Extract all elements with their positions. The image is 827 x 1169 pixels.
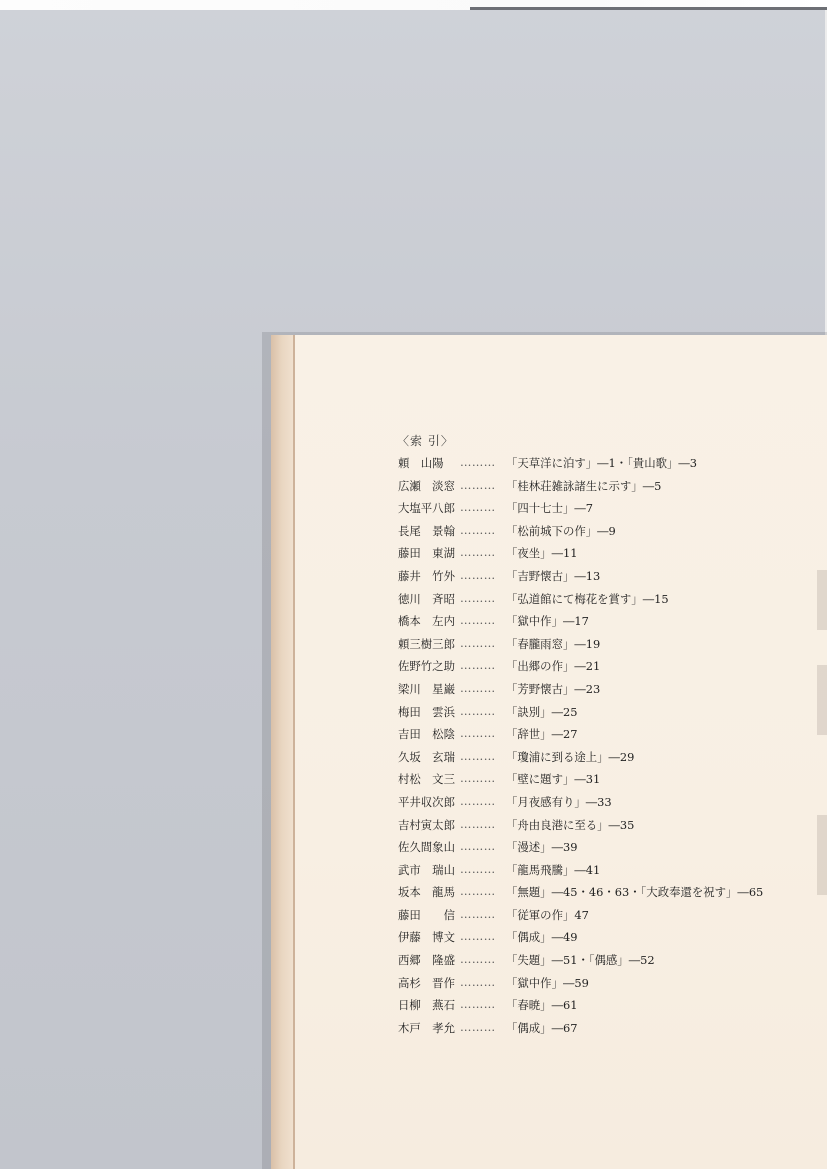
poet-name: 梅田 雲浜 (398, 704, 455, 719)
poem-titles-pages: 「弘道館にて梅花を賞す」―15 (506, 591, 669, 606)
book-page-edge (271, 335, 295, 1169)
dot-leader: ……… (460, 1019, 496, 1034)
poem-titles-pages: 「月夜感有り」―33 (506, 794, 612, 809)
poet-name: 徳川 斉昭 (398, 591, 455, 606)
poet-name: 木戸 孝允 (398, 1020, 455, 1035)
poem-titles-pages: 「偶成」―67 (506, 1020, 578, 1035)
poet-name: 吉村寅太郎 (398, 817, 455, 832)
dot-leader: ……… (460, 500, 496, 515)
dot-leader: ……… (460, 680, 496, 695)
poem-titles-pages: 「天草洋に泊す」―1・「貴山歌」―3 (506, 456, 698, 470)
poet-name: 藤田 信 (398, 907, 455, 922)
dot-leader: ……… (460, 929, 496, 944)
dot-leader: ……… (460, 906, 496, 921)
poem-titles-pages: 「壁に題す」―31 (506, 772, 601, 787)
poem-titles-pages: 「舟由良港に至る」―35 (506, 817, 635, 832)
poem-titles-pages: 「夜坐」―11 (506, 546, 578, 561)
poem-titles-pages: 「芳野懐古」―23 (506, 681, 601, 696)
dot-leader: ……… (460, 816, 496, 831)
poet-name: 藤井 竹外 (398, 568, 455, 583)
poet-name: 平井収次郎 (398, 794, 455, 809)
dot-leader: ……… (460, 455, 496, 469)
poem-titles-pages: 「獄中作」―59 (506, 975, 589, 990)
dot-leader: ……… (460, 522, 496, 537)
poet-name: 高杉 晋作 (398, 975, 455, 990)
poet-name: 頼三樹三郎 (398, 636, 455, 651)
index-header: 〈索 引〉 (397, 434, 454, 448)
poet-name: 長尾 景翰 (398, 523, 455, 538)
poet-name: 伊藤 博文 (398, 930, 455, 945)
dot-leader: ……… (460, 726, 496, 741)
dot-leader: ……… (460, 477, 496, 492)
dot-leader: ……… (460, 703, 496, 718)
poet-name: 村松 文三 (398, 772, 455, 787)
poet-name: 広瀬 淡窓 (398, 478, 455, 493)
poem-titles-pages: 「辞世」―27 (506, 727, 578, 742)
poem-titles-pages: 「松前城下の作」―9 (506, 523, 616, 538)
poem-titles-pages: 「無題」―45・46・63・「大政奉還を祝す」―65 (506, 885, 764, 900)
show-through-mark (817, 665, 827, 735)
dot-leader: ……… (460, 635, 496, 650)
poem-titles-pages: 「獄中作」―17 (506, 614, 589, 629)
dot-leader: ……… (460, 861, 496, 876)
poet-name: 頼 山陽 (398, 456, 444, 470)
poet-name: 武市 瑞山 (398, 862, 455, 877)
show-through-mark (817, 570, 827, 630)
show-through-mark (817, 815, 827, 895)
dot-leader: ……… (460, 997, 496, 1012)
poet-name: 佐野竹之助 (398, 659, 455, 674)
poem-titles-pages: 「龍馬飛騰」―41 (506, 862, 601, 877)
poet-name: 日柳 燕石 (398, 998, 455, 1013)
poem-titles-pages: 「訣別」―25 (506, 704, 578, 719)
dot-leader: ……… (460, 884, 496, 899)
poem-titles-pages: 「従軍の作」47 (506, 907, 589, 922)
poet-name: 久坂 玄瑞 (398, 749, 455, 764)
poem-titles-pages: 「出郷の作」―21 (506, 659, 601, 674)
poem-titles-pages: 「偶成」―49 (506, 930, 578, 945)
dot-leader: ……… (460, 545, 496, 560)
poem-titles-pages: 「春暁」―61 (506, 998, 578, 1013)
poet-name: 藤田 東湖 (398, 546, 455, 561)
poet-name: 佐久間象山 (398, 840, 455, 855)
poem-titles-pages: 「瓊浦に到る途上」―29 (506, 749, 635, 764)
dot-leader: ……… (460, 748, 496, 763)
poet-name: 大塩平八郎 (398, 501, 455, 516)
poet-name: 梁川 星巌 (398, 681, 455, 696)
dot-leader: ……… (460, 793, 496, 808)
dot-leader: ……… (460, 613, 496, 628)
poem-titles-pages: 「四十七士」―7 (506, 501, 593, 516)
dot-leader: ……… (460, 567, 496, 582)
poem-titles-pages: 「失題」―51・「偶感」―52 (506, 953, 655, 968)
poet-name: 西郷 隆盛 (398, 953, 455, 968)
dot-leader: ……… (460, 658, 496, 673)
poet-name: 坂本 龍馬 (398, 885, 455, 900)
poem-titles-pages: 「漫述」―39 (506, 840, 578, 855)
poem-titles-pages: 「吉野懐古」―13 (506, 568, 601, 583)
scan-top-edge-line (470, 7, 827, 10)
poem-titles-pages: 「桂林荘雑詠諸生に示す」―5 (506, 478, 662, 493)
dot-leader: ……… (460, 952, 496, 967)
dot-leader: ……… (460, 974, 496, 989)
dot-leader: ……… (460, 839, 496, 854)
poet-name: 橋本 左内 (398, 614, 455, 629)
poet-name: 吉田 松陰 (398, 727, 455, 742)
dot-leader: ……… (460, 771, 496, 786)
dot-leader: ……… (460, 590, 496, 605)
poem-titles-pages: 「春朧雨窓」―19 (506, 636, 601, 651)
